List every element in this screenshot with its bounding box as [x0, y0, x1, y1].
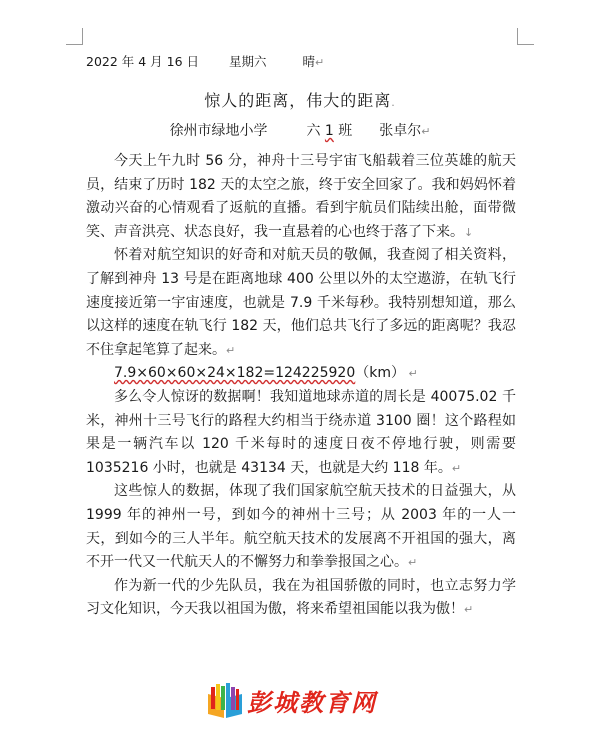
- logo-text: 彭城教育网: [247, 689, 377, 717]
- paragraph-3: 多么令人惊讶的数据啊！我知道地球赤道的周长是 40075.02 千米，神州十三号飞行的路程大约相当于绕赤道 3100 圈！这个路程如果是一辆汽车以 120 千米每时的速度日夜不停地行驶，则需要 1035216 小时，也就是 43134 天，也就是大约 118 年。↵: [86, 388, 516, 476]
- paragraph-mark-icon: ↓: [464, 225, 474, 239]
- paragraph-mark-icon: .: [391, 96, 396, 109]
- page-corner-mark-top-right: [517, 28, 534, 45]
- paragraph-5: 作为新一代的少先队员，我在为祖国骄傲的同时，也立志努力学习文化知识，今天我以祖国为傲，将来希望祖国能以我为傲！↵: [86, 577, 516, 618]
- formula-line: [86, 362, 516, 386]
- essay-title: [0, 88, 600, 111]
- class-number: 1: [324, 123, 334, 139]
- paragraph-1: 今天上午九时 56 分，神舟十三号宇宙飞船载着三位英雄的航天员，结束了历时 182 天的太空之旅，终于安全回家了。我和妈妈怀着激动兴奋的心情观看了返航的直播。看到宇航员们陆续出舱，面带微笑、声音洪亮、状态良好，我一直悬着的心也终于落了下来。↓: [86, 153, 516, 240]
- paragraph-2: 怀着对航空知识的好奇和对航天员的敬佩，我查阅了相关资料，了解到神舟 13 号是在距离地球 400 公里以外的太空遨游，在轨飞行速度接近第一宇宙速度，也就是 7.9 千米每秒。我特别想知道，那么以这样的速度在轨飞行 182 天，他们总共飞行了多远的距离呢？我忍不住拿起笔算了起来。↵: [86, 247, 516, 358]
- author-line: [0, 120, 600, 140]
- paragraph-4: 这些惊人的数据，体现了我们国家航空航天技术的日益强大，从 1999 年的神州一号，到如今的神州十三号；从 2003 年的一人一天，到如今的三人半年。航空航天技术的发展离不开祖国的强大，离不开一代又一代航天人的不懈努力和拳拳报国之心。↵: [86, 483, 516, 571]
- paragraph-mark-icon: ↵: [405, 367, 418, 381]
- school-name: 徐州市绿地小学: [169, 123, 268, 139]
- paragraph-mark-icon: ↵: [226, 343, 236, 357]
- paragraph-mark-icon: ↵: [464, 603, 474, 617]
- site-logo: [205, 680, 395, 720]
- paragraph-mark-icon: ↵: [451, 461, 462, 475]
- paragraph-mark-icon: ↵: [315, 56, 325, 69]
- weekday-text: 星期六: [229, 54, 267, 69]
- essay-body: [86, 150, 516, 622]
- formula-unit: （km）: [355, 365, 405, 382]
- class-suffix: 班: [333, 123, 353, 139]
- author-name: 张卓尔: [379, 123, 422, 139]
- class-prefix: 六: [306, 123, 325, 139]
- date-line: [86, 52, 324, 70]
- page-corner-mark-top-left: [66, 28, 83, 45]
- formula-expression: 7.9×60×60×24×182=124225920: [114, 365, 356, 382]
- date-text: 2022 年 4 月 16 日: [86, 54, 200, 69]
- paragraph-mark-icon: ↵: [408, 556, 418, 570]
- essay-title-text: 惊人的距离，伟大的距离: [204, 91, 392, 110]
- weather-text: 晴: [302, 54, 316, 69]
- book-logo-icon: [205, 680, 245, 720]
- paragraph-mark-icon: ↵: [421, 125, 431, 138]
